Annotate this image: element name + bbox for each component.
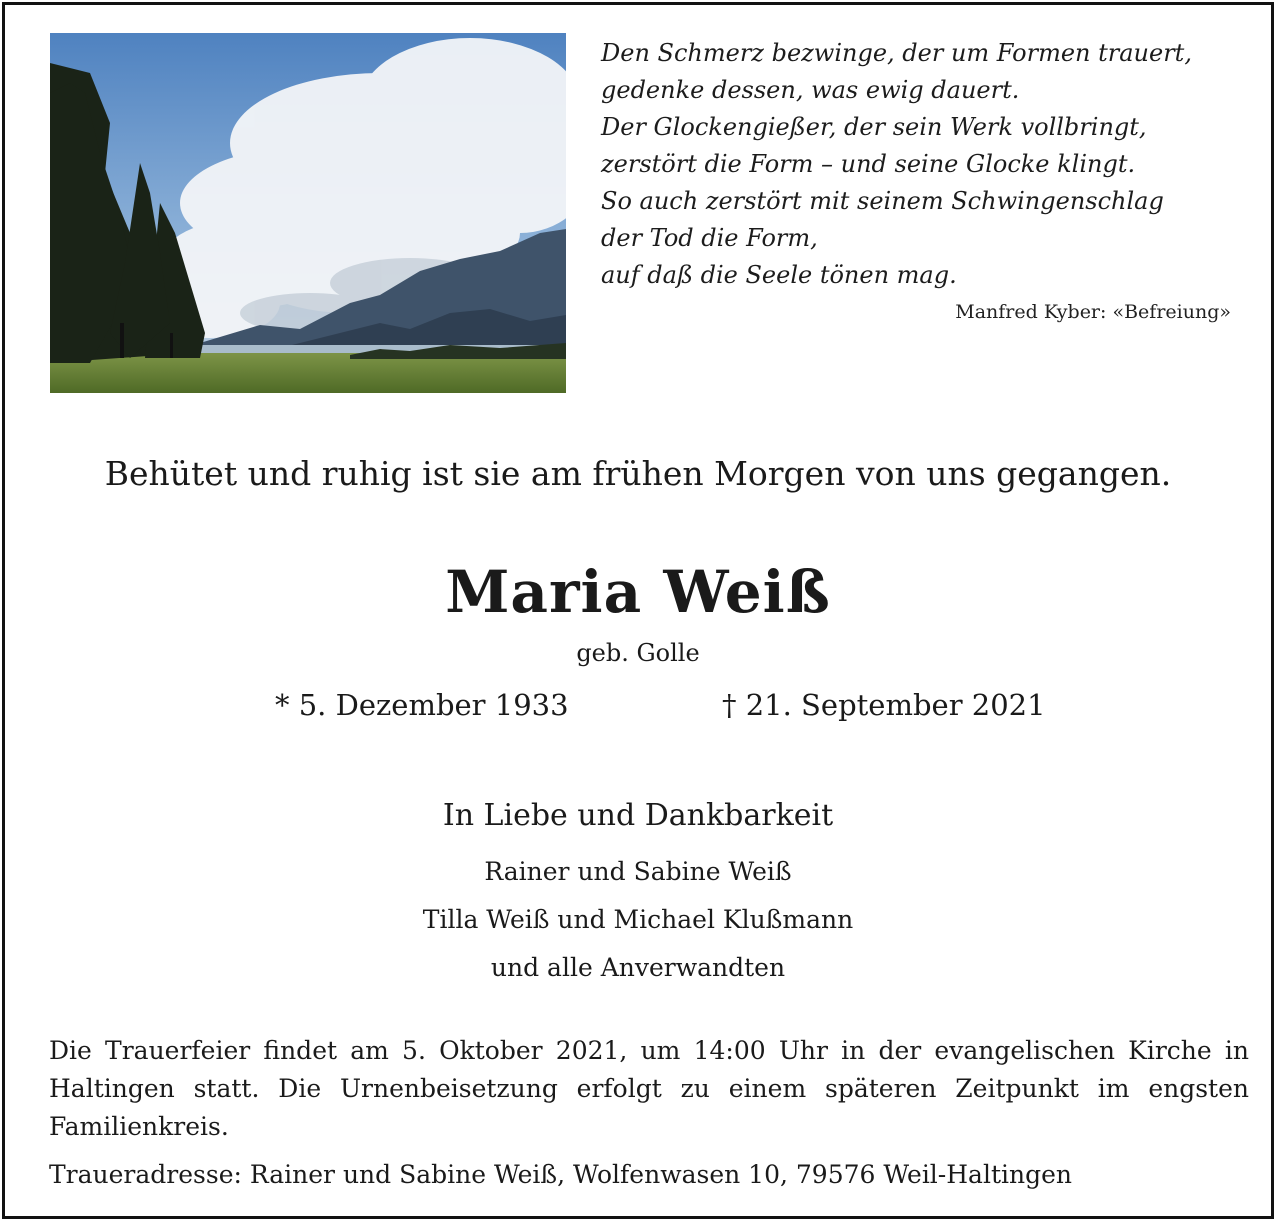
poem-line: So auch zerstört mit seinem Schwingenschlag [601, 187, 1164, 215]
death-date: † 21. September 2021 [722, 688, 1046, 722]
mourner: Rainer und Sabine Weiß [484, 857, 792, 886]
birth-date: * 5. Dezember 1933 [275, 688, 569, 722]
poem-line: Der Glockengießer, der sein Werk vollbringt, [601, 113, 1147, 141]
mourner: und alle Anverwandten [490, 953, 786, 982]
dedication: In Liebe und Dankbarkeit [442, 798, 834, 833]
intro-text: Behütet und ruhig ist sie am frühen Morgen von uns gegangen. [104, 454, 1172, 493]
poem-source: Manfred Kyber: «Befreiung» [955, 301, 1231, 323]
mourners-list [5, 848, 1271, 992]
maiden-name: geb. Golle [576, 639, 700, 667]
poem [601, 35, 1241, 294]
poem-line: der Tod die Form, [601, 224, 818, 252]
service-info: Die Trauerfeier findet am 5. Oktober 2021, um 14:00 Uhr in der evangelischen Kirche in Haltingen statt. Die Urnenbeisetzung erfolgt zu einem späteren Zeitpunkt im engsten Familienkreis. [49, 1036, 1249, 1141]
mourner: Tilla Weiß und Michael Klußmann [422, 905, 854, 934]
landscape-photo [50, 33, 566, 393]
poem-line: gedenke dessen, was ewig dauert. [601, 76, 1020, 104]
mourning-address: Traueradresse: Rainer und Sabine Weiß, Wolfenwasen 10, 79576 Weil-Haltingen [49, 1160, 1072, 1189]
poem-line: zerstört die Form – und seine Glocke klingt. [601, 150, 1136, 178]
poem-line: Den Schmerz bezwinge, der um Formen trauert, [601, 39, 1192, 67]
poem-line: auf daß die Seele tönen mag. [601, 261, 957, 289]
deceased-name: Maria Weiß [445, 558, 831, 626]
obituary-notice [2, 2, 1274, 1219]
